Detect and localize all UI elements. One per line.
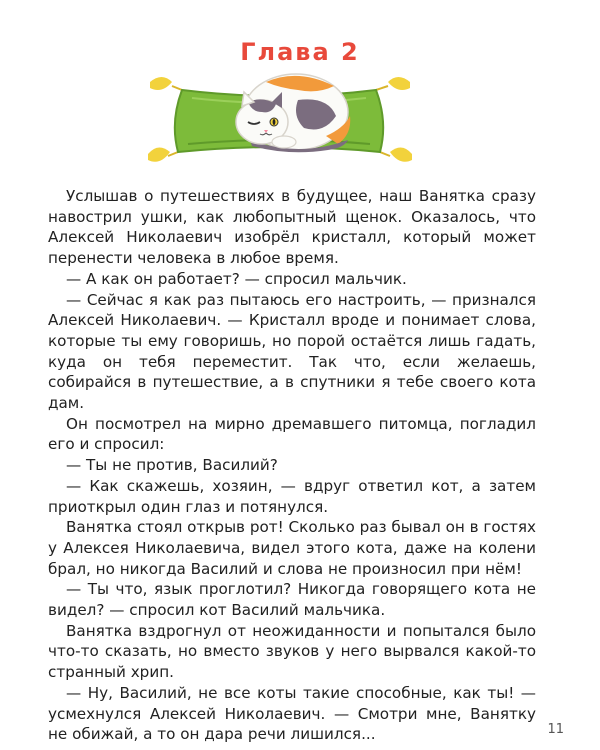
- paragraph: Ванятка вздрогнул от неожиданности и попытался было что-то сказать, но вместо звуков у него вырвался какой-то странный хрип.: [48, 621, 536, 682]
- sleeping-cat-illustration: [148, 68, 412, 178]
- paragraph: Он посмотрел на мирно дремавшего питомца, погладил его и спросил:: [48, 414, 536, 454]
- cat: [236, 74, 350, 152]
- paragraph: Услышав о путешествиях в будущее, наш Ванятка сразу навострил ушки, как любопытный щенок. Оказалось, что Алексей Николаевич изобрёл кристалл, который может перенести человека в любое время.: [48, 187, 536, 268]
- tassel-top-left: [150, 77, 182, 90]
- tassel-top-right: [376, 77, 410, 90]
- paragraph: — Ну, Василий, не все коты такие способные, как ты! — усмехнулся Алексей Николаевич. — Смотри мне, Ванятку не обижай, а то он дара речи лишился...: [48, 683, 536, 744]
- paragraph: — Сейчас я как раз пытаюсь его настроить, — признался Алексей Николаевич. — Кристалл вроде и понимает слова, которые ты ему говоришь, но порой остаётся лишь гадать, куда он тебя переместит. Так что, если желаешь, собирайся в путешествие, а в спутники я тебе своего кота дам.: [48, 290, 536, 413]
- paragraph: — Ты не против, Василий?: [66, 456, 278, 475]
- paragraph: — А как он работает? — спросил мальчик.: [66, 269, 407, 288]
- tassel-bottom-right: [380, 147, 412, 161]
- paragraph: Ванятка стоял открыв рот! Сколько раз бывал он в гостях у Алексея Николаевича, видел этого кота, даже на колени брал, но никогда Василий и слова не произносил при нём!: [48, 518, 536, 578]
- tassel-bottom-left: [148, 147, 178, 161]
- page-number: 11: [547, 722, 564, 737]
- story-text: [48, 186, 536, 745]
- chapter-title: Глава 2: [240, 38, 360, 66]
- paragraph: — Ты что, язык проглотил? Никогда говорящего кота не видел? — спросил кот Василий мальчика.: [48, 580, 536, 620]
- paragraph: — Как скажешь, хозяин, — вдруг ответил кот, а затем приоткрыл один глаз и потянулся.: [48, 476, 536, 516]
